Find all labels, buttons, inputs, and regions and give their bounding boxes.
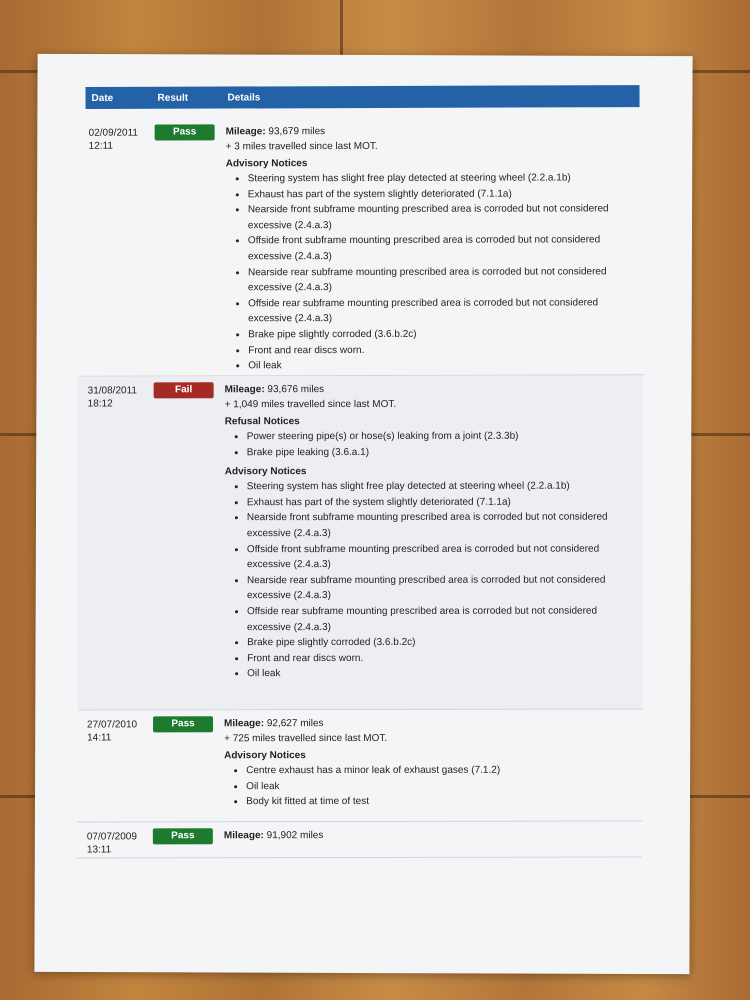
list-item: • Offside rear subframe mounting prescribed area is corroded but not considered excessive (2.4.a.3): [248, 295, 636, 327]
list-item: • Front and rear discs worn.: [248, 342, 636, 359]
header-details: Details: [227, 92, 261, 104]
table-row: [77, 709, 642, 822]
result-badge: Pass: [153, 828, 213, 844]
list-item: • Nearside rear subframe mounting prescribed area is corroded but not considered excessive (2.4.a.3): [248, 264, 636, 296]
row-divider: [77, 856, 642, 858]
list-item: • Exhaust has part of the system slightly deteriorated (7.1.1a): [248, 186, 636, 203]
header-result: Result: [157, 92, 189, 104]
table-row: [78, 375, 644, 710]
test-details: Mileage: 91,902 miles: [223, 830, 324, 842]
header-date: Date: [91, 92, 114, 105]
list-item: • Power steering pipe(s) or hose(s) leaking from a joint (2.3.3b): [247, 429, 635, 445]
list-item: • Oil leak: [246, 778, 634, 794]
list-item: • Nearside rear subframe mounting prescribed area is corroded but not considered excessive (2.4.a.3): [247, 572, 635, 604]
list-item: • Offside front subframe mounting prescribed area is corroded but not considered excessive (2.4.a.3): [248, 233, 636, 265]
refusal-list: [225, 429, 635, 461]
advisory-heading: Advisory Notices: [224, 466, 307, 478]
advisory-list: [224, 763, 634, 810]
refusal-heading: Refusal Notices: [224, 416, 300, 428]
list-item: • Oil leak: [248, 357, 636, 374]
list-item: • Steering system has slight free play detected at steering wheel (2.2.a.1b): [248, 170, 636, 187]
test-date: 31/08/2011 18:12: [87, 385, 137, 410]
list-item: • Brake pipe slightly corroded (3.6.b.2c): [248, 326, 636, 343]
advisory-list: [226, 170, 637, 374]
table-row: [77, 821, 642, 858]
list-item: • Exhaust has part of the system slightly deteriorated (7.1.1a): [247, 494, 635, 510]
list-item: • Body kit fitted at time of test: [246, 794, 634, 810]
result-badge: Pass: [155, 124, 215, 140]
test-date: 07/07/2009 13:11: [86, 831, 137, 856]
test-details: Mileage: 93,679 miles + 3 miles travelled since last MOT. Advisory Notices • Steering system has slight free play detected at steering wheel (2.2.a.1b) • Exhaust has part of the system slightly deteriorated (7.1.1a) • Nearside front subframe mounting prescribed area is corroded but not considered excessive (2.4.a.3) • Offside front subframe mounting prescribed area is corroded but not considered excessive (2.4.a.3) • Nearside rear subframe mounting prescribed area is corroded but not considered excessive (2.4.a.3) • Offside rear subframe mounting prescribed area is corroded but not considered excessive (2.4.a.3) • Brake pipe slightly corroded (3.6.b.2c) • Front and rear discs worn. • Oil leak: [226, 123, 637, 374]
table-header: [85, 85, 639, 109]
test-date: 27/07/2010 14:11: [87, 719, 138, 744]
list-item: • Nearside front subframe mounting prescribed area is corroded but not considered excessive (2.4.a.3): [247, 510, 635, 542]
list-item: • Oil leak: [247, 666, 635, 682]
list-item: • Nearside front subframe mounting prescribed area is corroded but not considered excessive (2.4.a.3): [248, 201, 636, 233]
mot-history-sheet: [34, 54, 692, 974]
list-item: • Front and rear discs worn.: [247, 650, 635, 666]
advisory-list: [225, 479, 635, 682]
test-date: 02/09/2011 12:11: [88, 127, 138, 152]
list-item: • Steering system has slight free play detected at steering wheel (2.2.a.1b): [247, 479, 635, 495]
list-item: • Offside rear subframe mounting prescribed area is corroded but not considered excessive (2.4.a.3): [247, 603, 635, 635]
list-item: • Brake pipe slightly corroded (3.6.b.2c): [247, 635, 635, 651]
table-row: [79, 117, 645, 376]
advisory-heading: Advisory Notices: [224, 750, 306, 762]
list-item: • Centre exhaust has a minor leak of exhaust gases (7.1.2): [246, 763, 634, 779]
list-item: • Offside front subframe mounting prescribed area is corroded but not considered excessive (2.4.a.3): [247, 541, 635, 573]
test-details: Mileage: 93,676 miles + 1,049 miles travelled since last MOT. Refusal Notices • Power steering pipe(s) or hose(s) leaking from a joint (2.3.3b) • Brake pipe leaking (3.6.a.1) Advisory Notices • Steering system has slight free play detected at steering wheel (2.2.a.1b) • Exhaust has part of the system slightly deteriorated (7.1.1a) • Nearside front subframe mounting prescribed area is corroded but not considered excessive (2.4.a.3) • Offside front subframe mounting prescribed area is corroded but not considered excessive (2.4.a.3) • Nearside rear subframe mounting prescribed area is corroded but not considered excessive (2.4.a.3) • Offside rear subframe mounting prescribed area is corroded but not considered excessive (2.4.a.3) • Brake pipe slightly corroded (3.6.b.2c) • Front and rear discs worn. • Oil leak: [225, 382, 636, 683]
test-details: Mileage: 92,627 miles + 725 miles travelled since last MOT. Advisory Notices • Centre exhaust has a minor leak of exhaust gases (7.1.2) • Oil leak • Body kit fitted at time of test: [224, 716, 634, 810]
list-item: • Brake pipe leaking (3.6.a.1): [247, 444, 635, 460]
result-badge: Pass: [153, 716, 213, 732]
advisory-heading: Advisory Notices: [225, 158, 308, 170]
result-badge: Fail: [154, 382, 214, 398]
